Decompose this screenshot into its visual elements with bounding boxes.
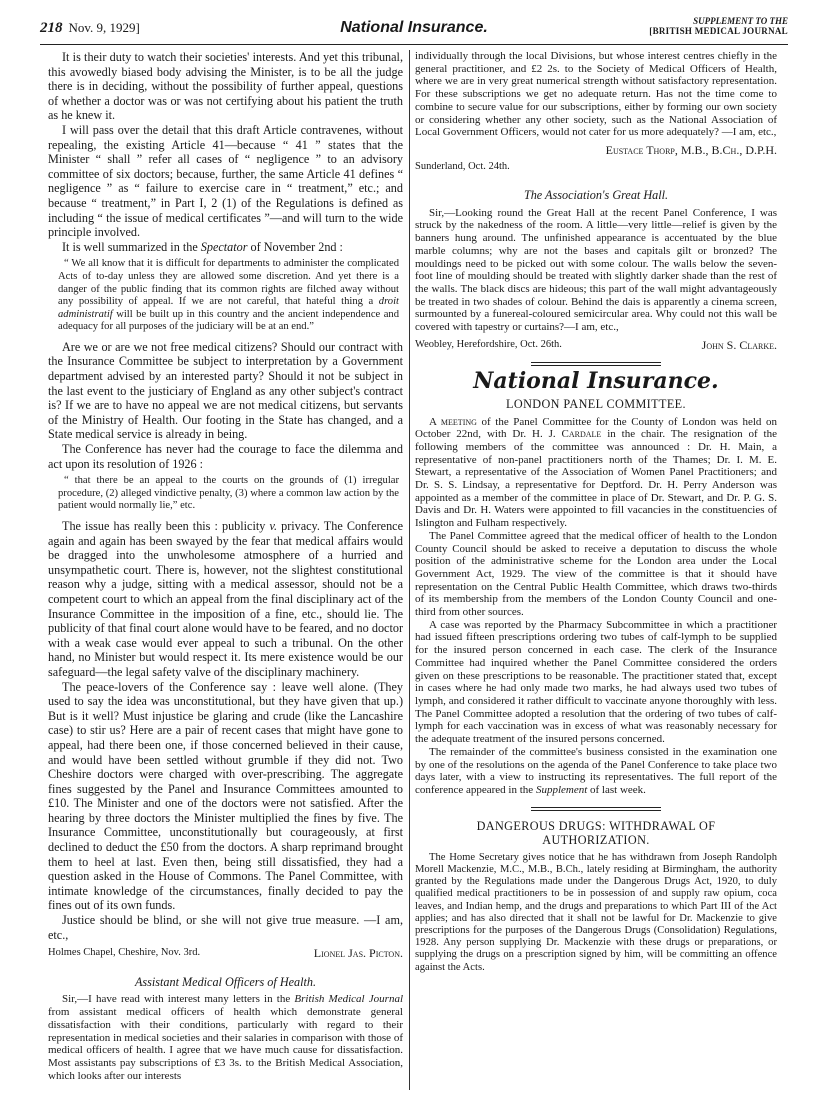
signature [415, 338, 777, 353]
running-header [40, 14, 788, 45]
paragraph: The Panel Committee agreed that the medical officer of health to the London County Council should be asked to receive a deputation to discuss the whole position of the administrative scheme for the London area under the Local Government Act, 1929. The view of the committee is that it should have representation on the Central Public Health Committee, which draws two-thirds of its membership from the members of the London County Council and one-third from other sources. [415, 529, 777, 619]
running-title: National Insurance. [340, 19, 488, 36]
paragraph: The remainder of the committee's business consisted in the examination one by one of the resolutions on the agenda of the Panel Conference to take place two days later, with a view to instructing its representatives. The full report of the conference appeared in the Supplement of last week. [415, 745, 777, 796]
paragraph: Sir,—I have read with interest many letters in the British Medical Journal from assistant medical officers of health which demonstrate general dissatisfaction with their conditions, particularly with regard to their representation in medical societies and their salaries in comparison with those of medical officers of health. I agree that we have much cause for dissatisfaction. Most assistants pay subscriptions of £3 3s. to the British Medical Association, which looks after our interests [48, 993, 403, 1082]
signature [48, 946, 403, 961]
section-rule [531, 362, 661, 366]
paragraph: I will pass over the detail that this draft Article contravenes, without repealing, the existing Article 41—because “ 41 ” states that the Minister “ shall ” refer all cases of “ negligence ” to an advisory committee of six doctors; because, further, the same Article 41 defines “ negligence ” as “ failure to exercise care in “ treatment,” etc.; and because “ treatment,” in Part I, 2 (1) of the Regulations is defined as including “ the issue of medical certificates ”—and will turn to the wide principle involved. [48, 122, 403, 240]
signature-name: Eustace Thorp, M.B., B.Ch., D.P.H. [605, 142, 777, 157]
paragraph: A meeting of the Panel Committee for the County of London was held on October 22nd, with Dr. H. J. Cardale in the chair. The resignation of the following members of the committee was announced : Dr. H. Main, a representative of non-panel practitioners north of the Thames; Dr. I. M. E. Stewart, a representative of the Association of Women Panel Practitioners; and Dr. S. S. Lindsay, a representative for Deptford. Dr. H. Perry Anderson was appointed as a member of the committee in place of Dr. Stewart, and Dr. P. G. S. Davis and Dr. H. Waters were appointed to fill vacancies in the constituencies of Islington and Fulham respectively. [415, 415, 777, 530]
page-number: 218 Nov. 9, 1929] [40, 20, 140, 36]
paragraph: A case was reported by the Pharmacy Subcommittee in which a practitioner had issued fifteen prescriptions ordering two tubes of calf-lymph to be supplied for the insured person concerned in each case. The clerk of the Insurance Committee had inquired whether the Panel Committee considered the orders given on these prescriptions to be reasonable. The practitioner stated that, except in cases where he had only made two marks, he had always used two tubes of lymph, and considered it rather difficult to vaccinate anyone thoroughly with less. The Panel Committee adopted a resolution that the ordering of two tubes of calf-lymph for each vaccination was in excess of what was reasonably necessary for the adequate treatment of the insured persons concerned. [415, 618, 777, 746]
signature-place: Sunderland, Oct. 24th. [415, 160, 510, 172]
supplement-label: SUPPLEMENT TO THE [BRITISH MEDICAL JOURNAL [649, 16, 788, 36]
left-column [48, 50, 403, 1082]
paragraph: Sir,—Looking round the Great Hall at the recent Panel Conference, I was struck by the nakedness of the room. A little—very little—relief is given by the banners hung around. The unfinished appearance is accentuated by the blue marble columns; why are not the bases and capitals gilt or bronzed? The mouldings need to be picked out with some colour. The walls below the seven-foot line of moulding should be treated with slightly darker shade than the rest of the walls. The black discs are hideous; this part of the wall might advantageously be treated in two shades of colour. Behind the dais is apparently a cinema screen, surmounted by a funereal-coloured semicircular area. Why could not this wall be covered with tapestry or curtains?—I am, etc., [415, 206, 777, 334]
paragraph: The Home Secretary gives notice that he has withdrawn from Joseph Randolph Morell Mackenzie, M.C., M.B., B.Ch., lately residing at Birmingham, the authority granted by the Regulations made under the Dangerous Drugs Act, 1920, to duly qualified medical practitioners to be in possession of and supply raw opium, coca leaves, and Indian hemp, and the drugs and preparations to which Part III of the Act applies; and has also directed that it shall not be lawful for Dr. Mackenzie to give prescriptions for the purposes of the Dangerous Drugs (Consolidation) Regulations, 1928. Any person supplying Dr. Mackenzie with these drugs or preparations, or supplying the drugs on a prescription signed by him, will be committing an offence against the Acts. [415, 851, 777, 973]
subsection-title: DANGEROUS DRUGS: WITHDRAWAL OF AUTHORIZATION. [476, 818, 716, 848]
signature-place: Holmes Chapel, Cheshire, Nov. 3rd. [48, 947, 201, 959]
paragraph: Justice should be blind, or she will not give true measure. —I am, etc., [48, 913, 403, 942]
subsection-title: LONDON PANEL COMMITTEE. [506, 396, 686, 411]
section-title: The Association's Great Hall. [523, 188, 669, 203]
paragraph: The issue has really been this : publicity v. privacy. The Conference again and again has been swayed by the fear that medical affairs would be dragged into the unwholesome atmosphere of a hurried and unsympathetic court. There is, however, not the slightest constitutional reason why a judge, sitting with a medical assessor, should not be a competent court to which an appeal from the final disciplinary act of the Insurance Committee in the imposition of a fine, etc., should lie. The publicity of that final court alone would have to be feared, and no doctor with a weak case would ever appeal to such a tribunal. On the other hand, no Minister but would respect it. Its mere existence would be our safeguard—the legal safety valve of the disciplinary machinery. [48, 519, 403, 679]
paragraph: individually through the local Divisions, but whose interest centres chiefly in the general practitioner, and £2 2s. to the Society of Medical Officers of Health, where we are in very great numerical strength without satisfactory representation. For these subscriptions we get no adequate return. Has not the time come to combine to secure value for our subscriptions, either by forming our own society or considering whether any other society, such as the National Association of Local Government Officers, would not cater for us more adequately? —I am, etc., [415, 50, 777, 139]
section-rule [531, 807, 661, 811]
issue-date: Nov. 9, 1929] [68, 20, 140, 35]
block-quote: “ We all know that it is difficult for departments to administer the complicated Acts of to-day unless they are allowed some discretion. And yet there is a danger of the public finding that its common rights are filched away without any possibility of appeal. If we are not careful, that hateful thing a droit administratif will be built up in this country and the ancient independence and adequacy for all purposes of the judiciary will be at an end.” [58, 258, 399, 333]
paragraph: The Conference has never had the courage to face the dilemma and act upon its resolution of 1926 : [48, 442, 403, 471]
right-column [415, 50, 777, 974]
signature-name: Lionel Jas. Picton. [313, 946, 403, 961]
paragraph: It is well summarized in the Spectator of November 2nd : [62, 239, 343, 254]
paragraph: Are we or are we not free medical citizens? Should our contract with the Insurance Committee be subject to interpretation by a Government department advised by an interested party? Should it not be subject in the last event to the justiciary of England as any other subject's contract is? If we are to have no appeal we are not medical citizens, but servants of the Ministry of Health. Our footing in the State has changed, and a State medical service is already in being. [48, 339, 403, 442]
section-title: Assistant Medical Officers of Health. [134, 974, 317, 989]
paragraph: It is their duty to watch their societies' interests. And yet this tribunal, this avowedly biased body advising the Minister, is to be all the judge there is in deciding, without the possibility of further appeal, questions of whether a doctor was or was not certifying about his patient the truth as he knew it. [48, 50, 403, 123]
signature [415, 143, 777, 158]
paragraph: The peace-lovers of the Conference say : leave well alone. (They used to say the idea was unconstitutional, but they have given that up.) But is it well? Must injustice be glaring and crude (like the Lancashire case) to stir us? Here are a pair of recent cases that might have gone to appeal, had there been one, if those concerned believed in their cause, and would have been settled without grumble if they did not. Two Cheshire doctors were charged with over-prescribing. The aggregate fines suggested by the Panel and Insurance Committees amounted to £10. The Minister and one of the doctors were not satisfied. After the hearing by three doctors the Minister multiplied the fines by five. The Insurance Committee, unconstitutionally but courageously, at first declined to deduct the £50 from the doctors. A sharp reprimand brought them to heel at last. Even then, being still dissatisfied, they had a question asked in the House of Commons. The Panel Committee, with intimate knowledge of the circumstances, finally decided to pay the fines out of its own funds. [48, 679, 403, 913]
section-heading: National Insurance. [473, 368, 719, 395]
signature-name: John S. Clarke. [701, 337, 777, 352]
column-divider [409, 50, 410, 1090]
signature-place: Weobley, Herefordshire, Oct. 26th. [415, 338, 562, 350]
block-quote: “ that there be an appeal to the courts on the grounds of (1) irregular procedure, (2) alleged vindictive penalty, (3) where a common law action by the patient would normally lie,” etc. [58, 475, 399, 512]
